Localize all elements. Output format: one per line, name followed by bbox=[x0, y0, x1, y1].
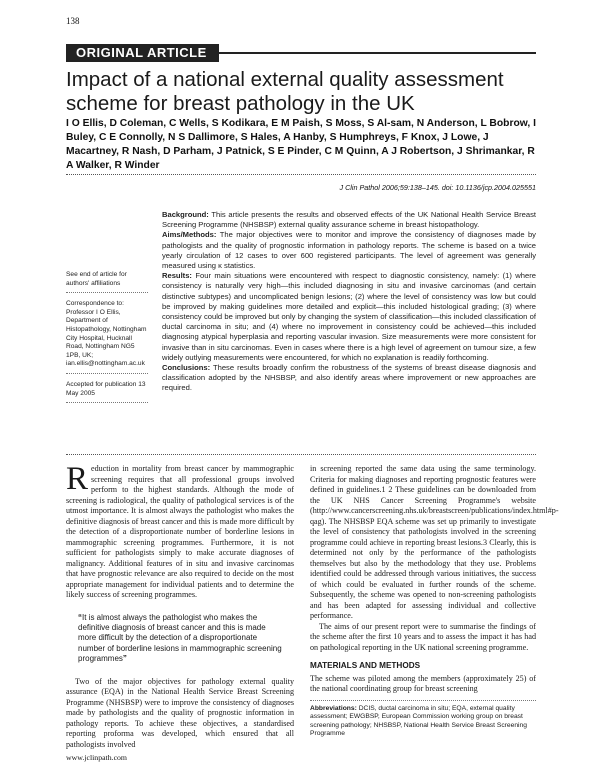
objectives-paragraph: Two of the major objectives for pathology external quality assurance (EQA) in the National Health Service Breast Screening Programme (NHSBSP) were to improve the consistency of diagnoses made by pathologists and the quality of prognostic information in pathology reports. To achieve these objectives, a standardised reporting proforma was developed, which ensured that all pathologists involved bbox=[66, 676, 294, 749]
divider bbox=[66, 373, 148, 374]
aims-paragraph: The aims of our present report were to summarise the findings of the scheme after the first 10 years and to assess the impact it has had on pathological reporting in the UK national screening programme. bbox=[310, 621, 536, 652]
screening-paragraph: in screening reported the same data using the same terminology. Criteria for making diagnoses and reporting prognostic features were defined in guidelines.1 2 These guidelines can be downloaded from the UK NHS Cancer Screening Programme's website (http://www.cancerscreening.nhs.uk/breastscreen/publications/index.html#p-qag). The NHSBSP EQA scheme was set up primarily to investigate the level of consistency that pathologists involved in the screening programme could achieve in reporting breast lesions.3 Clearly, this is determined not only by the performance of the pathologists themselves but also by the methodology that they use. Problems identified could be addressed through various initiatives, the success of which could be evaluated in further rounds of the scheme. Subsequently, the scheme was opened to non-screening pathologists and has been adapted for assessing individual and collective performance. bbox=[310, 464, 559, 620]
body-column-left bbox=[66, 461, 294, 750]
abstract-conclusions bbox=[162, 363, 536, 394]
intro-text: eduction in mortality from breast cancer by mammographic screening requires that all professional groups involved perform to the highest standards. Although the mode of screening is radiological, the quality of pathological services is of the utmost importance. It is almost always the pathologist who makes the definitive diagnosis of breast cancer and this is made more difficult by the detection of a disproportionate number of borderline lesions in mammographic screening programmes. Furthermore, it is not sufficient for pathologists simply to make accurate diagnoses of malignancy. Additional features of in situ and invasive carcinomas that have prognostic relevance are also required to decide on the most appropriate management for individual patients and to determine the likely success of screening programmes. bbox=[66, 464, 294, 599]
citation: J Clin Pathol 2006;59:138–145. doi: 10.1136/jcp.2004.025551 bbox=[339, 183, 536, 192]
abstract-background-text: This article presents the results and observed effects of the UK National Health Service Breast Screening Programme (NHSBSP) external quality assurance scheme in breast histopathology. bbox=[162, 210, 536, 230]
drop-cap: R bbox=[66, 461, 89, 497]
abstract-background-label: Background: bbox=[162, 210, 209, 219]
page-number: 138 bbox=[66, 16, 80, 26]
abstract-conclusions-label: Conclusions: bbox=[162, 363, 211, 373]
abbreviations bbox=[310, 700, 536, 739]
footer-url: www.jclinpath.com bbox=[66, 753, 127, 762]
methods-paragraph: The scheme was piloted among the members (approximately 25) of the national coordinating group for breast screening bbox=[310, 673, 536, 693]
divider bbox=[66, 454, 536, 455]
section-banner bbox=[66, 44, 536, 62]
abbreviations-label: Abbreviations: bbox=[310, 704, 357, 712]
body-column-right bbox=[310, 464, 559, 739]
abstract-aims bbox=[162, 230, 536, 271]
author-list: I O Ellis, D Coleman, C Wells, S Kodikara, E M Paish, S Moss, S Al-sam, N Anderson, L Bobrow, I Buley, C E Connolly, N S Dallimore, S Hales, A Hanby, S Humphreys, F Knox, J Lowe, J Macartney, R Nash, D Parham, J Patnick, S E Pinder, C M Quinn, A J Robertson, J Shrimankar, R A Walker, R Winder bbox=[66, 118, 536, 171]
abstract-aims-label: Aims/Methods: bbox=[162, 230, 217, 240]
abstract-results-text: Four main situations were encountered with respect to diagnostic consistency, namely: (1) where consistency is naturally very high—this included diagnosing in situ and invasive carcinomas (and certain distinctive subtypes) and uncomplicated benign lesions; (2) where the level of consistency was low but could be improved by making guidelines more detailed and explicit—this included histological grading; (3) where consistency could be improved but only by changing the system of classification—this included classification of ductal carcinoma in situ; and (4) where no improvement in consistency could be achieved—this included diagnosing atypical hyperplasia and reporting vascular invasion. Size measurements were more consistent for invasive than in situ carcinomas. Even in cases where there is a high level of agreement on tumour size, a few widely outlying measurements were encountered, for which no explanation is readily forthcoming. bbox=[162, 271, 536, 362]
pull-quote: “It is almost always the pathologist who makes the definitive diagnosis of breast cancer and this is made more difficult by the detection of a disproportionate number of borderline lesions in mammographic screening programmes” bbox=[78, 612, 282, 664]
correspondence: Correspondence to: Professor I O Ellis, Department of Histopathology, Nottingham City Hospital, Hucknall Road, Nottingham NG5 1PB, UK; ian.ellis@nottingham.ac.uk bbox=[66, 300, 147, 368]
abstract bbox=[162, 210, 536, 394]
sidebar-notes bbox=[66, 271, 148, 410]
abstract-background bbox=[162, 210, 536, 230]
section-banner-label: ORIGINAL ARTICLE bbox=[66, 44, 219, 62]
methods-heading: MATERIALS AND METHODS bbox=[310, 661, 421, 670]
pull-quote-text: It is almost always the pathologist who makes the definitive diagnosis of breast cancer and this is made more difficult by the detection of a disproportionate number of borderline lesions in mammographic screening programmes bbox=[78, 612, 282, 664]
divider bbox=[66, 174, 536, 175]
abstract-results bbox=[162, 271, 536, 363]
divider bbox=[66, 402, 148, 403]
article-title: Impact of a national external quality assessment scheme for breast pathology in the UK bbox=[66, 68, 504, 115]
abbreviations-text: DCIS, ductal carcinoma in situ; EQA, external quality assessment; EWGBSP, European Commission working group on breast screening pathology; NHSBSP, National Health Service Breast Screening Programme bbox=[310, 704, 527, 738]
abstract-results-label: Results: bbox=[162, 271, 192, 281]
abstract-aims-text: The major objectives were to monitor and improve the consistency of diagnoses made by pathologists and the quality of prognostic information in pathology reports. The scheme is based on a twice yearly circulation of 12 cases to over 600 registered participants. The level of agreement was generally measured using κ statistics. bbox=[162, 230, 536, 271]
divider bbox=[66, 292, 148, 293]
intro-paragraph bbox=[66, 461, 294, 601]
abstract-conclusions-text: These results broadly confirm the robustness of the systems of breast disease diagnosis and classification adopted by the NHSBSP, and also identify areas where improvement or new approaches are required. bbox=[162, 363, 536, 393]
affiliations-note: See end of article for authors' affiliations bbox=[66, 271, 127, 287]
accepted-date: Accepted for publication 13 May 2005 bbox=[66, 380, 146, 397]
